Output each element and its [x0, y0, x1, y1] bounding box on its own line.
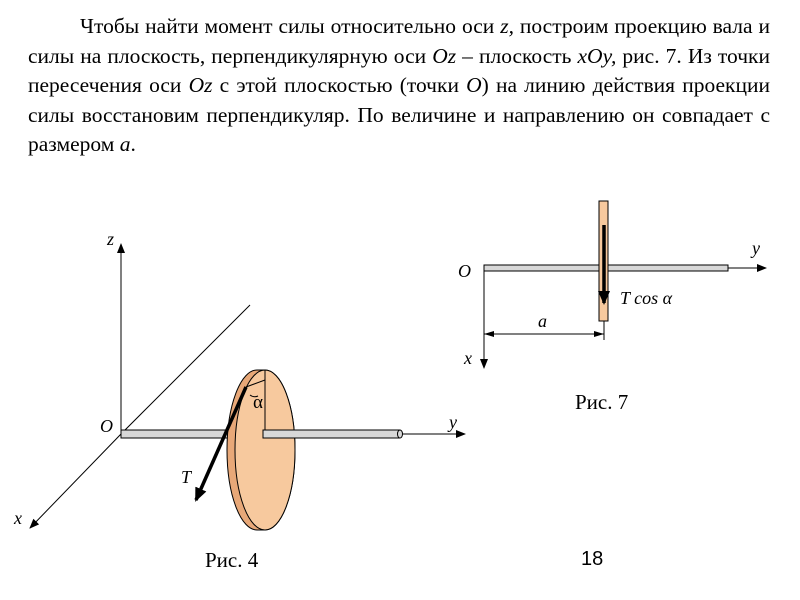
figure-4	[13, 229, 465, 530]
fig7-label-a: a	[538, 311, 547, 331]
x-axis	[30, 434, 121, 528]
figure-7	[458, 201, 766, 368]
fig7-dim-arrow-right	[594, 331, 604, 337]
body-paragraph: Чтобы найти момент силы относительно оси z, построим проекцию вала и силы на плоскость, перпендикулярную оси Oz – плоскость xOy, рис. 7. Из точки пересечения оси Oz с этой плоскостью (точки O) на линию действия проекции силы восстановим перпендикуляр. По величине и направлению он совпадает с размером a.	[28, 14, 770, 156]
fig4-label-x: x	[14, 508, 22, 528]
page-number: 18	[581, 548, 604, 570]
shaft-left	[121, 430, 233, 438]
shaft-right	[263, 430, 400, 438]
figure-7-caption: Рис. 7	[575, 390, 629, 414]
fig7-label-tcos: T cos α	[620, 288, 673, 308]
fig7-label-o: O	[458, 261, 471, 281]
fig4-label-z: z	[107, 229, 115, 249]
fig4-label-o: O	[100, 416, 113, 436]
fig4-label-y: y	[449, 412, 457, 432]
fig4-label-t: T	[181, 467, 192, 487]
shaft-end	[398, 430, 403, 438]
fig4-label-alpha: α	[253, 392, 263, 413]
fig7-dim-arrow-left	[484, 331, 494, 337]
fig7-label-y: y	[752, 238, 760, 258]
figure-4-caption: Рис. 4	[205, 548, 259, 572]
fig7-label-x: x	[464, 348, 472, 368]
